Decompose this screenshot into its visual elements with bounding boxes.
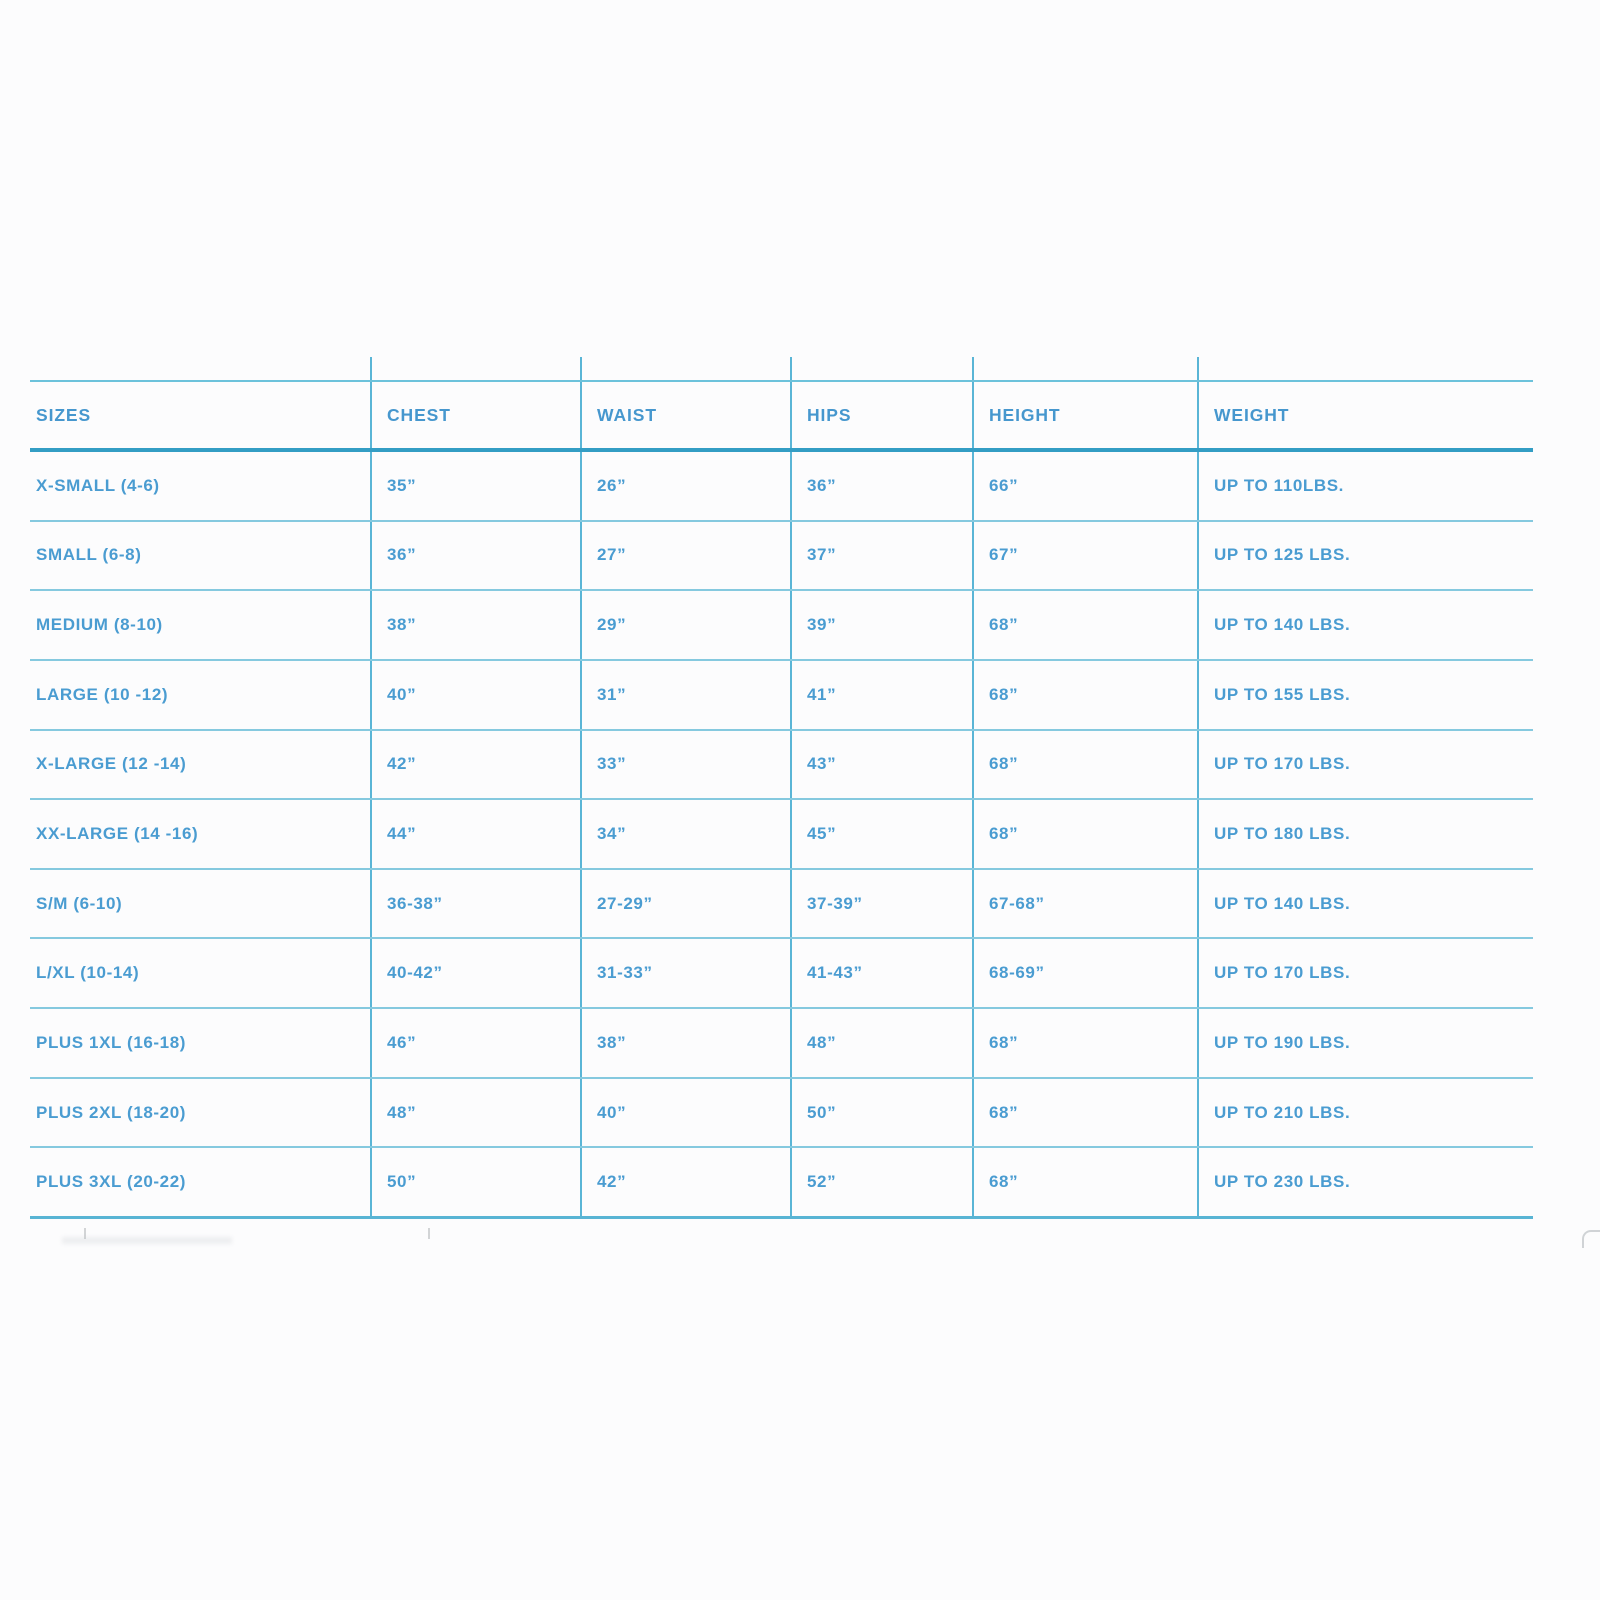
column-header-sizes: SIZES [36, 404, 92, 425]
table-row [30, 800, 1533, 870]
column-header-weight: WEIGHT [1214, 404, 1290, 425]
column-header-height: HEIGHT [989, 404, 1061, 425]
weight-value: UP TO 125 LBS. [1214, 545, 1351, 565]
waist-value: 27-29” [597, 893, 653, 913]
hips-value: 52” [807, 1172, 837, 1192]
hips-value: 45” [807, 824, 837, 844]
table-row [30, 1079, 1533, 1149]
chest-value: 40” [387, 684, 417, 704]
column-header-hips: HIPS [807, 404, 852, 425]
table-row [30, 452, 1533, 522]
chest-value: 50” [387, 1172, 417, 1192]
chest-value: 48” [387, 1102, 417, 1122]
chest-value: 35” [387, 475, 417, 495]
weight-value: UP TO 210 LBS. [1214, 1102, 1351, 1122]
hips-value: 37-39” [807, 893, 863, 913]
height-value: 68” [989, 824, 1019, 844]
hips-value: 48” [807, 1032, 837, 1052]
hips-value: 39” [807, 615, 837, 635]
column-header-waist: WAIST [597, 404, 657, 425]
height-value: 67” [989, 545, 1019, 565]
height-value: 68-69” [989, 963, 1045, 983]
hips-value: 37” [807, 545, 837, 565]
weight-value: UP TO 230 LBS. [1214, 1172, 1351, 1192]
hips-value: 36” [807, 475, 837, 495]
table-row [30, 870, 1533, 940]
height-value: 68” [989, 754, 1019, 774]
chest-value: 36-38” [387, 893, 443, 913]
weight-value: UP TO 155 LBS. [1214, 684, 1351, 704]
hips-value: 41-43” [807, 963, 863, 983]
chest-value: 46” [387, 1032, 417, 1052]
weight-value: UP TO 180 LBS. [1214, 824, 1351, 844]
size-label: LARGE (10 -12) [36, 684, 169, 704]
chest-value: 36” [387, 545, 417, 565]
hips-value: 50” [807, 1102, 837, 1122]
waist-value: 42” [597, 1172, 627, 1192]
chest-value: 44” [387, 824, 417, 844]
column-header-chest: CHEST [387, 404, 451, 425]
height-value: 68” [989, 1032, 1019, 1052]
weight-value: UP TO 140 LBS. [1214, 893, 1351, 913]
waist-value: 33” [597, 754, 627, 774]
table-row [30, 591, 1533, 661]
chest-value: 38” [387, 615, 417, 635]
waist-value: 31-33” [597, 963, 653, 983]
weight-value: UP TO 110LBS. [1214, 475, 1345, 495]
hips-value: 41” [807, 684, 837, 704]
crop-remnant-smudge [62, 1237, 232, 1244]
weight-value: UP TO 140 LBS. [1214, 615, 1351, 635]
size-label: S/M (6-10) [36, 893, 123, 913]
table-row [30, 731, 1533, 801]
waist-value: 38” [597, 1032, 627, 1052]
hips-value: 43” [807, 754, 837, 774]
waist-value: 34” [597, 824, 627, 844]
size-label: X-LARGE (12 -14) [36, 754, 187, 774]
height-value: 66” [989, 475, 1019, 495]
crop-remnant-tick [428, 1228, 430, 1239]
table-header-row [30, 380, 1533, 452]
table-row [30, 939, 1533, 1009]
weight-value: UP TO 170 LBS. [1214, 754, 1351, 774]
height-value: 68” [989, 1172, 1019, 1192]
size-label: MEDIUM (8-10) [36, 615, 163, 635]
waist-value: 26” [597, 475, 627, 495]
table-grid [30, 380, 1533, 1219]
table-row [30, 661, 1533, 731]
chest-value: 42” [387, 754, 417, 774]
table-row [30, 1009, 1533, 1079]
weight-value: UP TO 190 LBS. [1214, 1032, 1351, 1052]
waist-value: 40” [597, 1102, 627, 1122]
size-label: XX-LARGE (14 -16) [36, 824, 199, 844]
waist-value: 27” [597, 545, 627, 565]
weight-value: UP TO 170 LBS. [1214, 963, 1351, 983]
table-row [30, 1148, 1533, 1219]
waist-value: 31” [597, 684, 627, 704]
height-value: 68” [989, 615, 1019, 635]
size-label: L/XL (10-14) [36, 963, 140, 983]
waist-value: 29” [597, 615, 627, 635]
size-label: PLUS 3XL (20-22) [36, 1172, 187, 1192]
height-value: 68” [989, 1102, 1019, 1122]
table-row [30, 522, 1533, 592]
size-label: PLUS 1XL (16-18) [36, 1032, 187, 1052]
size-label: SMALL (6-8) [36, 545, 142, 565]
height-value: 68” [989, 684, 1019, 704]
size-label: X-SMALL (4-6) [36, 475, 160, 495]
chest-value: 40-42” [387, 963, 443, 983]
size-label: PLUS 2XL (18-20) [36, 1102, 187, 1122]
size-chart-table [30, 357, 1533, 1219]
height-value: 67-68” [989, 893, 1045, 913]
crop-remnant-corner [1582, 1230, 1600, 1248]
